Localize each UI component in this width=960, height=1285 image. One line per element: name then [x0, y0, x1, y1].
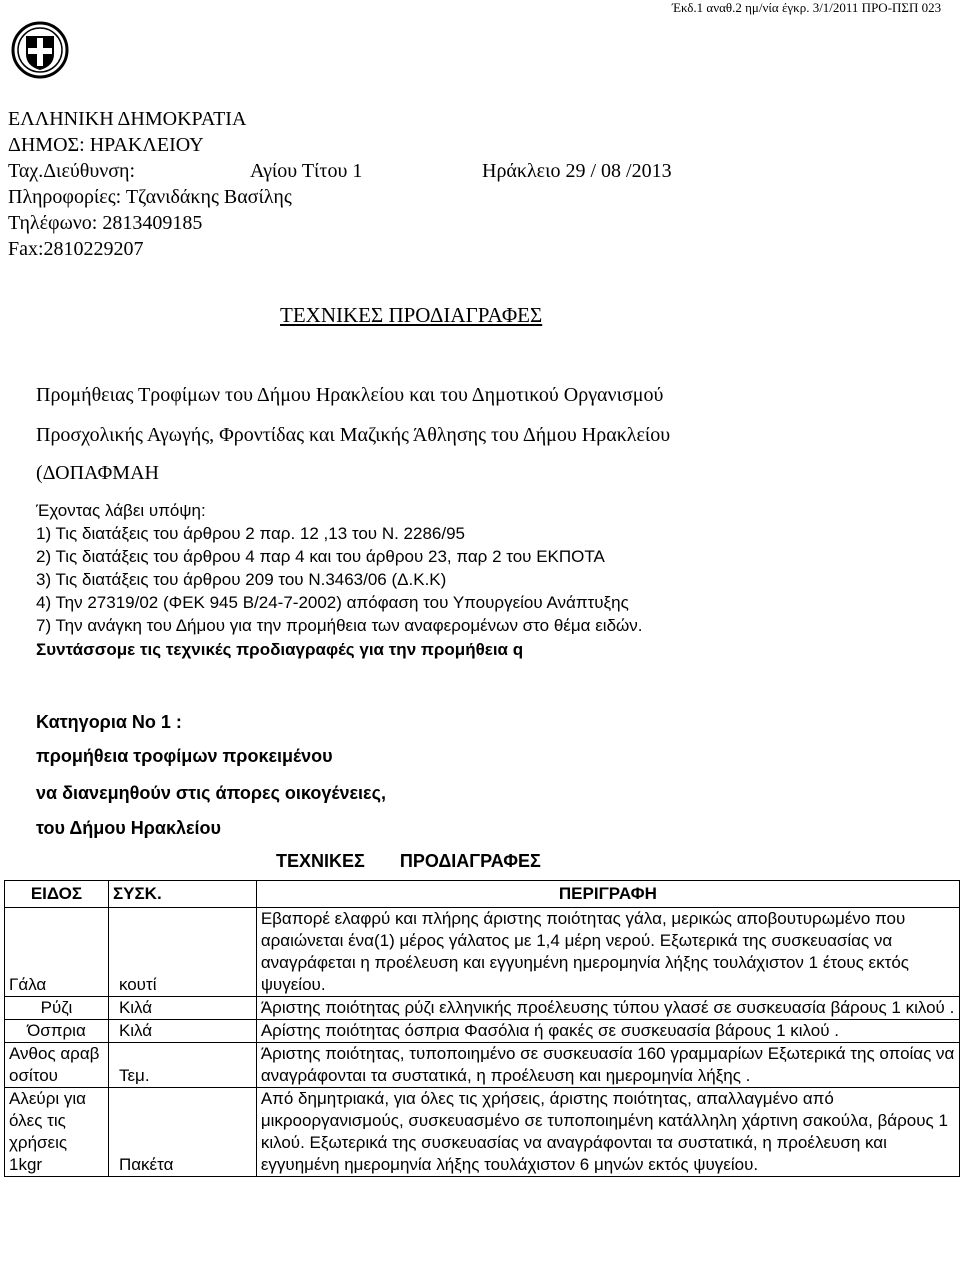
subtitle-line-1: Προμήθειας Τροφίμων του Δήμου Ηρακλείου και του Δημοτικού Οργανισμού [36, 384, 664, 406]
considering-label: Έχοντας λάβει υπόψη: [36, 501, 206, 520]
page-title: ΤΕΧΝΙΚΕΣ ΠΡΟΔΙΑΓΡΑΦΕΣ [280, 303, 543, 327]
compose-statement: Συντάσσομε τις τεχνικές προδιαγραφές για την προμήθεια q [36, 640, 524, 659]
list-item: 1) Τις διατάξεις του άρθρου 2 παρ. 12 ,13 του Ν. 2286/95 [36, 524, 466, 543]
cell-description: Άριστης ποιότητας, τυποποιημένο σε συσκευασία 160 γραμμαρίων Εξωτερικά της οποίας να αναγράφονται τα συστατικά, η προέλευση και ημερομηνία λήξης . [256, 1043, 959, 1088]
fax-number: Fax:2810229207 [8, 238, 144, 260]
table-row [5, 1043, 960, 1088]
list-item: 2) Τις διατάξεις του άρθρου 4 παρ 4 και του άρθρου 23, παρ 2 του ΕΚΠΟΤΑ [36, 547, 605, 566]
cell-pack: Τεμ. [108, 1043, 256, 1088]
column-header-item: ΕΙΔΟΣ [5, 881, 109, 908]
cell-item: Αλεύρι για όλες τις χρήσεις 1kgr [5, 1088, 109, 1177]
greek-coat-of-arms-icon [10, 20, 70, 80]
cell-description: Από δημητριακά, για όλες τις χρήσεις, άριστης ποιότητας, απαλλαγμένο από μικροοργανισμούς, συσκευασμένο σε τυποποιημένη κατάλληλη χάρτινη σακούλα, βάρους 1 κιλού. Εξωτερικά της συσκευασίας να αναγράφονται τα συστατικά, η προέλευση και εγγυημένη ημερομηνία λήξης τουλάχιστον 6 μηνών εκτός ψυγείου. [256, 1088, 959, 1177]
cell-item: Γάλα [5, 908, 109, 997]
cell-pack: κουτί [108, 908, 256, 997]
info-contact: Πληροφορίες: Τζανιδάκης Βασίλης [8, 186, 292, 208]
cell-description: Εβαπορέ ελαφρύ και πλήρης άριστης ποιότητας γάλα, μερικώς αποβουτυρωμένο που αραιώνεται ένα(1) μέρος γάλατος με 1,4 μέρη νερού. Εξωτερικά της συσκευασίας να αναγράφεται η προέλευση και εγγυημένη ημερομηνία λήξης τουλάχιστον 1 έτους εκτός ψυγείου. [256, 908, 959, 997]
cell-pack: Κιλά [108, 1020, 256, 1043]
phone-number: Τηλέφωνο: 2813409185 [8, 212, 203, 234]
cell-item: Ανθος αραβοσίτου [5, 1043, 109, 1088]
list-item: 3) Τις διατάξεις του άρθρου 209 του Ν.3463/06 (Δ.Κ.Κ) [36, 570, 447, 589]
cell-description: Αρίστης ποιότητας όσπρια Φασόλια ή φακές σε συσκευασία βάρους 1 κιλού . [256, 1020, 959, 1043]
table-row [5, 1020, 960, 1043]
list-item: 7) Την ανάγκη του Δήμου για την προμήθεια των αναφερομένων στο θέμα ειδών. [36, 616, 643, 635]
address-value: Αγίου Τίτου 1 [250, 160, 363, 182]
category-line-1: προμήθεια τροφίμων προκειμένου [36, 746, 333, 766]
subtitle-line-3: (ΔΟΠΑΦΜΑΗ [36, 462, 159, 484]
specifications-table [4, 880, 960, 1177]
cell-pack: Κιλά [108, 997, 256, 1020]
municipality-label: ΔΗΜΟΣ: ΗΡΑΚΛΕΙΟΥ [8, 134, 204, 156]
cell-pack: Πακέτα [108, 1088, 256, 1177]
category-title: Κατηγορια Νο 1 : [36, 712, 182, 732]
document-date: Ηράκλειο 29 / 08 /2013 [482, 160, 672, 182]
cell-description: Άριστης ποιότητας ρύζι ελληνικής προέλευσης τύπου γλασέ σε συσκευασία βάρους 1 κιλού . [256, 997, 959, 1020]
document-reference: Έκδ.1 αναθ.2 ημ/νία έγκρ. 3/1/2011 ΠΡΟ-ΠΣΠ 023 [672, 0, 942, 15]
list-item: 4) Την 27319/02 (ΦΕΚ 945 Β/24-7-2002) απόφαση του Υπουργείου Ανάπτυξης [36, 593, 629, 612]
table-row [5, 997, 960, 1020]
category-line-2: να διανεμηθούν στις άπορες οικογένειες, [36, 783, 386, 803]
republic-label: ΕΛΛΗΝΙΚΗ ΔΗΜΟΚΡΑΤΙΑ [8, 108, 247, 130]
table-row [5, 908, 960, 997]
column-header-description: ΠΕΡΙΓΡΑΦΗ [256, 881, 959, 908]
column-header-pack: ΣΥΣΚ. [108, 881, 256, 908]
cell-item: Όσπρια [5, 1020, 109, 1043]
table-title: ΤΕΧΝΙΚΕΣ ΠΡΟΔΙΑΓΡΑΦΕΣ [276, 851, 541, 871]
table-row [5, 1088, 960, 1177]
subtitle-line-2: Προσχολικής Αγωγής, Φροντίδας και Μαζικής Άθλησης του Δήμου Ηρακλείου [36, 424, 671, 446]
category-line-3: του Δήμου Ηρακλείου [36, 818, 222, 838]
table-header-row [5, 881, 960, 908]
address-label: Ταχ.Διεύθυνση: [8, 160, 136, 182]
cell-item: Ρύζι [5, 997, 109, 1020]
